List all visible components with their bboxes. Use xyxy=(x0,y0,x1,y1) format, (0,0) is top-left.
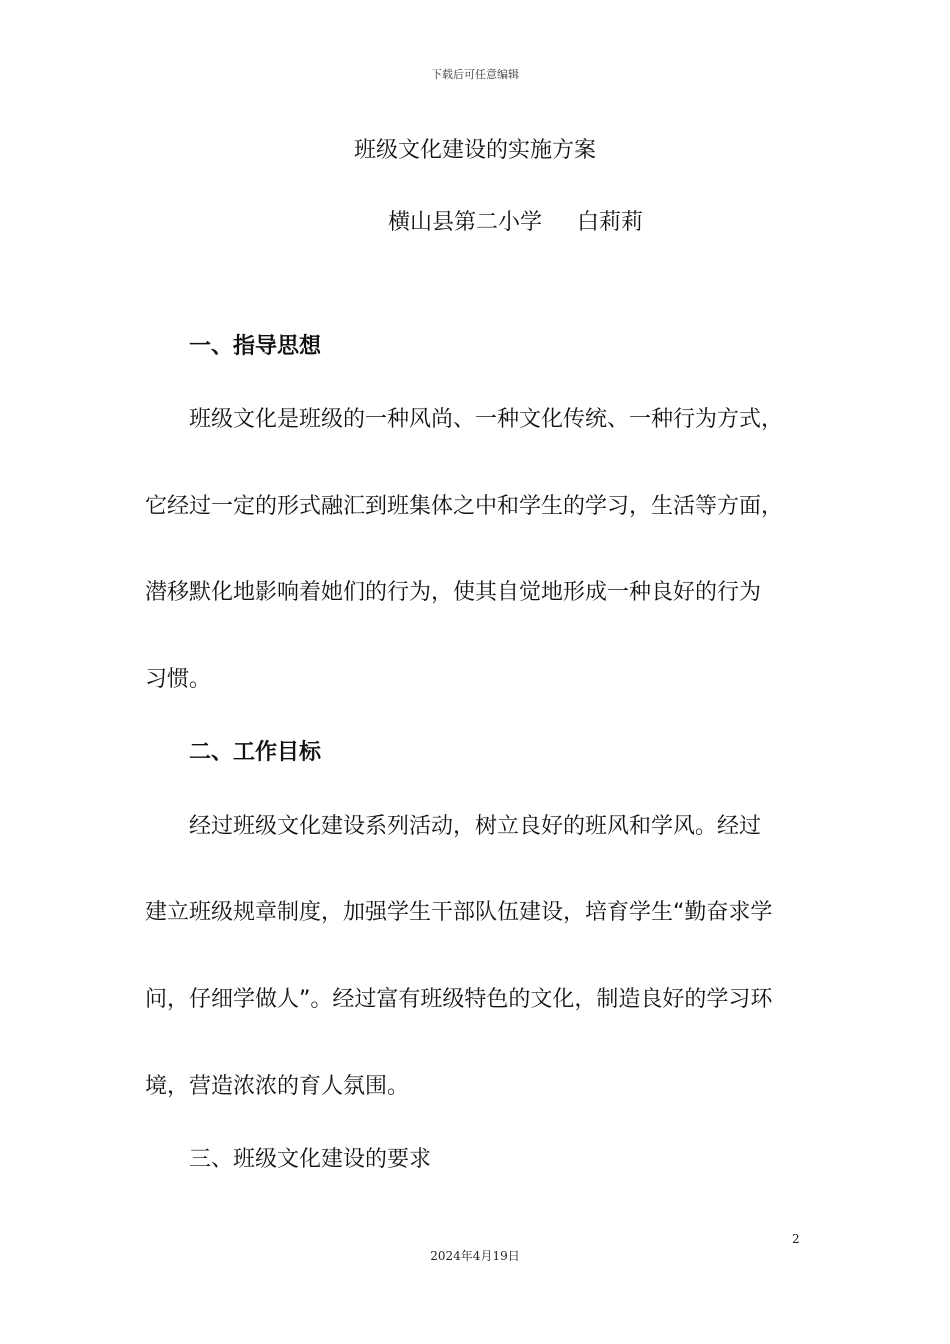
paragraph-line: 班级文化是班级的一种风尚、一种文化传统、一种行为方式， xyxy=(189,407,784,432)
footer-date: 2024年4月19日 xyxy=(430,1249,520,1263)
page-number: 2 xyxy=(792,1232,800,1246)
paragraph-line: 潜移默化地影响着她们的行为，使其自觉地形成一种良好的行为 xyxy=(145,580,762,605)
page-header: 下载后可任意编辑 xyxy=(431,68,519,81)
paragraph-line: 习惯。 xyxy=(145,667,212,692)
paragraph-line: 境，营造浓浓的育人氛围。 xyxy=(145,1074,410,1099)
section-heading: 三、班级文化建设的要求 xyxy=(189,1147,432,1172)
paragraph-line: 问，仔细学做人”。经过富有班级特色的文化，制造良好的学习环 xyxy=(145,987,773,1012)
section-heading: 一、指导思想 xyxy=(189,334,322,359)
paragraph-line: 建立班级规章制度，加强学生干部队伍建设，培育学生“勤奋求学 xyxy=(145,900,773,925)
author-line: 横山县第二小学 白莉莉 xyxy=(388,210,643,235)
paragraph-line: 它经过一定的形式融汇到班集体之中和学生的学习，生活等方面， xyxy=(145,494,784,519)
document-title: 班级文化建设的实施方案 xyxy=(353,138,596,163)
paragraph-line: 经过班级文化建设系列活动，树立良好的班风和学风。经过 xyxy=(189,814,762,839)
section-heading: 二、工作目标 xyxy=(189,740,322,765)
